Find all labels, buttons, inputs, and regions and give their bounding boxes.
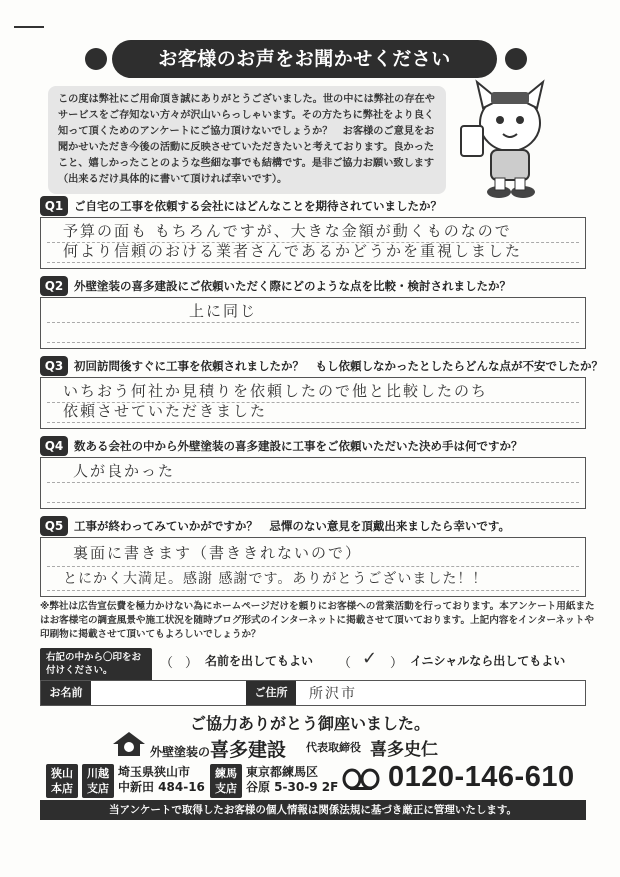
- phone-number[interactable]: 0120-146-610: [388, 761, 575, 793]
- answer-line: 何より信頼のおける業者さんであるかどうかを重視しました: [63, 242, 523, 260]
- corner-mark: [14, 26, 44, 28]
- answer-box-5[interactable]: [40, 537, 586, 597]
- paren-open: （: [160, 656, 174, 671]
- publication-note: ※弊社は広告宣伝費を極力かけない為にホームページだけを頼りにお客様への営業活動を行っております。本アンケート用紙またはお客様宅の調査風景や施工状況を随時ブログ形式のインターネットに掲載させて頂いております。上記内容をインターネットや印刷物に掲載させて頂いてもよろしいでしょうか？: [40, 601, 595, 640]
- question-number: Q3: [40, 356, 68, 376]
- contact-row: [40, 680, 586, 706]
- question-text: 外壁塗装の喜多建設にご依頼いただく際にどのような点を比較・検討されましたか？: [74, 279, 511, 293]
- question-text: 数ある会社の中から外壁塗装の喜多建設に工事をご依頼いただいた決め手は何ですか？: [74, 439, 523, 453]
- question-text: ご自宅の工事を依頼する会社にはどんなことを期待されていましたか？: [74, 199, 442, 213]
- paren-close: ）: [185, 656, 199, 671]
- answer-line: 裏面に書きます（書ききれないので）: [73, 544, 363, 562]
- company-name: [150, 735, 286, 762]
- paren-close: ）: [390, 656, 404, 671]
- answer-line: とにかく大満足。感謝 感謝です。ありがとうございました！！: [63, 571, 488, 587]
- answer-line: いちおう何社か見積りを依頼したので他と比較したのち: [63, 382, 489, 400]
- title-dot-right: [505, 48, 527, 70]
- question-number: Q5: [40, 516, 68, 536]
- question-2: [40, 276, 511, 296]
- question-4: [40, 436, 523, 456]
- rep-title: 代表取締役: [306, 741, 361, 754]
- branch-kawagoe: 川越 支店: [82, 764, 114, 798]
- paren-open: （: [338, 656, 352, 671]
- house-logo-icon: [112, 731, 146, 757]
- question-text: 工事が終わってみていかがですか？ 忌憚のない意見を頂戴出来ましたら幸いです。: [74, 519, 510, 533]
- address-field[interactable]: 所沢市: [309, 686, 357, 702]
- choose-label: 右記の中から〇印をお付けください。: [40, 648, 152, 682]
- answer-line: 人が良かった: [73, 462, 176, 480]
- cat-mascot-icon: [455, 78, 565, 203]
- answer-box-4[interactable]: [40, 457, 586, 509]
- address-label: ご住所: [246, 681, 296, 705]
- question-number: Q1: [40, 196, 68, 216]
- answer-box-1[interactable]: [40, 217, 586, 269]
- page-title: お客様のお声をお聞かせください: [112, 40, 497, 78]
- question-3: [40, 356, 603, 376]
- intro-text: この度は弊社にご用命頂き誠にありがとうございました。世の中には弊社の存在やサービスをご存知ない方々が沢山いらっしゃいます。その方たちに弊社をより良く知って頂くためのアンケートにご協力頂けないでしょうか？ お客様のご意見をお聞かせいただき今後の活動に反映させていただきたいと考えております。良かったこと、嬉しかったことのような些細な事でも結構です。是非ご協力お願い致します（出来るだけ具体的に書いて頂ければ幸いです）。: [48, 86, 446, 194]
- question-number: Q2: [40, 276, 68, 296]
- privacy-footer: 当アンケートで取得したお客様の個人情報は関係法規に基づき厳正に管理いたします。: [40, 800, 586, 820]
- answer-box-2[interactable]: [40, 297, 586, 349]
- question-number: Q4: [40, 436, 68, 456]
- question-5: [40, 516, 510, 536]
- company-main: 喜多建設: [210, 739, 287, 761]
- answer-box-3[interactable]: [40, 377, 586, 429]
- answer-line: 予算の面も もちろんですが、大きな金額が動くものなので: [63, 222, 512, 240]
- branch-nerima: 練馬 支店: [210, 764, 242, 798]
- branch-sayama: 狭山 本店: [46, 764, 78, 798]
- address-nerima: 東京都練馬区 谷原 5-30-9 2F: [246, 765, 339, 794]
- rep-name: 喜多史仁: [370, 740, 438, 760]
- name-label: お名前: [41, 681, 91, 705]
- question-text: 初回訪問後すぐに工事を依頼されましたか？ もし依頼しなかったとしたらどんな点が不安でしたか？: [74, 359, 603, 373]
- answer-line: 依頼させていただきました: [63, 402, 268, 420]
- choice-name-ok[interactable]: 名前を出してもよい: [205, 654, 314, 668]
- choice-initial-ok[interactable]: イニシャルなら出してもよい: [410, 654, 566, 668]
- freedial-icon: [342, 767, 382, 791]
- thanks-message: ご協力ありがとう御座いました。: [189, 714, 430, 733]
- address-sayama: 埼玉県狭山市 中新田 484-16: [118, 765, 205, 794]
- answer-line: 上に同じ: [189, 302, 258, 320]
- question-1: [40, 196, 442, 216]
- title-dot-left: [85, 48, 107, 70]
- check-mark: ✓: [362, 648, 378, 669]
- company-prefix: 外壁塗装の: [150, 745, 211, 759]
